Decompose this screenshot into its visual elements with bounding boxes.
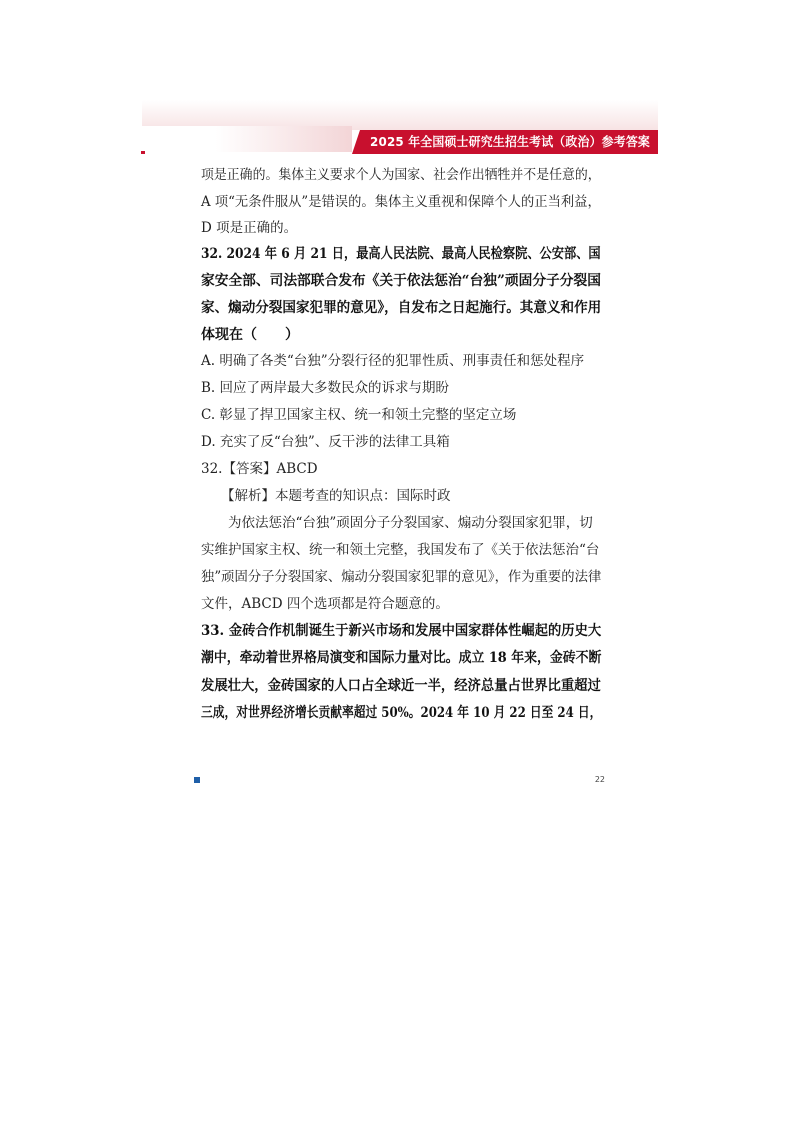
analysis-line: 为依法惩治“台独”顽固分子分裂国家、煽动分裂国家犯罪，切: [228, 515, 593, 531]
question-33-line: 33. 金砖合作机制诞生于新兴市场和发展中国家群体性崛起的历史大: [201, 623, 602, 639]
question-32-line: 32. 2024 年 6 月 21 日，最高人民法院、最高人民检察院、公安部、国: [201, 246, 601, 262]
text-line: A 项“无条件服从”是错误的。集体主义重视和保障个人的正当利益，: [201, 194, 601, 210]
page-number: 22: [594, 775, 605, 784]
question-32-line: 家、煽动分裂国家犯罪的意见》，自发布之日起施行。其意义和作用: [201, 300, 602, 316]
header-band-light: [142, 126, 352, 152]
footer-mark: [194, 777, 200, 783]
question-33-line: 三成，对世界经济增长贡献率超过 50%。2024 年 10 月 22 日至 24 日，: [201, 705, 602, 721]
analysis-line: 独”顽固分子分裂国家、煽动分裂国家犯罪的意见》，作为重要的法律: [201, 569, 602, 585]
analysis-line: 文件，ABCD 四个选项都是符合题意的。: [201, 596, 449, 612]
option-c: C. 彰显了捍卫国家主权、统一和领土完整的坚定立场: [201, 407, 517, 423]
option-a: A. 明确了各类“台独”分裂行径的犯罪性质、刑事责任和惩处程序: [201, 353, 585, 369]
answer-line: 32.【答案】ABCD: [201, 461, 318, 477]
analysis-heading: 【解析】本题考查的知识点：国际时政: [221, 488, 451, 504]
header-accent-dot: [141, 151, 145, 154]
option-b: B. 回应了两岸最大多数民众的诉求与期盼: [201, 380, 450, 396]
analysis-line: 实维护国家主权、统一和领土完整，我国发布了《关于依法惩治“台: [201, 542, 600, 558]
header-title: 2025 年全国硕士研究生招生考试（政治）参考答案: [370, 134, 651, 149]
question-32-line: 体现在（ ）: [201, 327, 299, 343]
question-33-line: 潮中，牵动着世界格局演变和国际力量对比。成立 18 年来，金砖不断: [201, 650, 602, 666]
text-line: 项是正确的。集体主义要求个人为国家、社会作出牺牲并不是任意的，: [201, 167, 601, 183]
question-33-line: 发展壮大，金砖国家的人口占全球近一半，经济总量占世界比重超过: [201, 678, 601, 694]
option-d: D. 充实了反“台独”、反干涉的法律工具箱: [201, 434, 450, 450]
question-32-line: 家安全部、司法部联合发布《关于依法惩治“台独”顽固分子分裂国: [201, 273, 601, 289]
text-line: D 项是正确的。: [201, 220, 298, 236]
